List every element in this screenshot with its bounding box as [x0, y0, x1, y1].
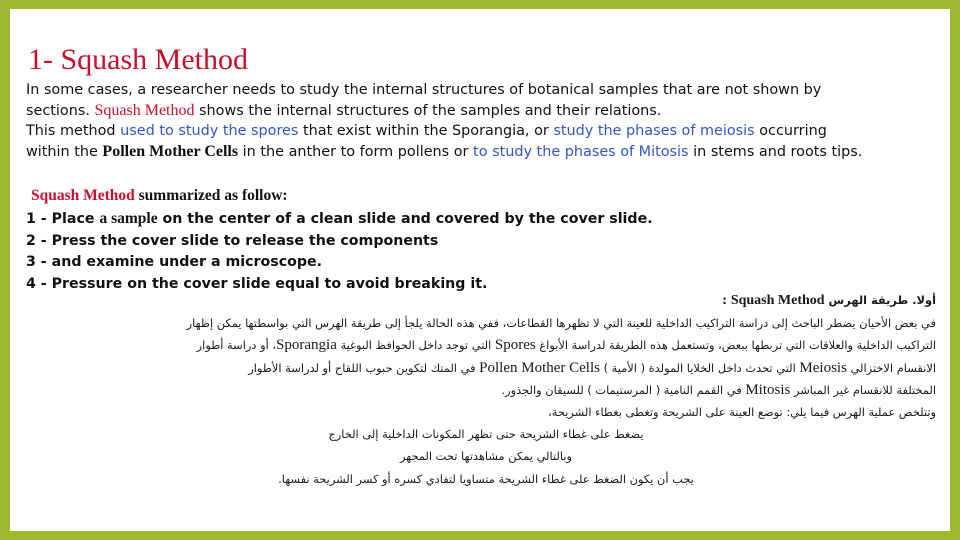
intro-text: sections.: [26, 102, 95, 119]
step-text: 1 - Place: [26, 210, 100, 227]
meiosis-phrase: study the phases of meiosis: [553, 123, 755, 140]
arabic-step-3: يجب أن يكون الضغط على غطاء الشريحة متساويا لتفادي كسره أو كسر الشريحة نفسها.: [278, 471, 694, 486]
arabic-line-4: [36, 379, 936, 401]
arabic-line-1: في بعض الأحيان يضطر الباحث إلى دراسة التراكيب الداخلية للعينة التي لا تظهرها القطاعات، ففي هذه الحالة يلجأ إلى طريقة الهرس التي بواسطتها يمكن إظهار: [186, 316, 936, 331]
squash-method-term: Squash Method: [94, 101, 195, 119]
arabic-text: المختلفة للانقسام غير المباشر: [790, 382, 936, 397]
intro-line-4: [26, 142, 942, 163]
arabic-step-2: وبالتالي يمكن مشاهدتها تحت المجهر: [399, 449, 573, 464]
step-2: 2 - Press the cover slide to release the components: [26, 232, 439, 249]
meiosis-term: Meiosis: [799, 359, 847, 376]
arabic-title-term: Squash Method: [730, 293, 825, 308]
arabic-title-text: أولا. طريقة الهرس: [824, 293, 936, 307]
mitosis-term: Mitosis: [745, 381, 791, 398]
arabic-text: التي تحدث داخل الخلايا المولدة ( الأمية ): [599, 360, 800, 375]
intro-text: in the anther to form pollens or: [238, 144, 474, 161]
intro-line-1: In some cases, a researcher needs to study the internal structures of botanical samples that are not shown by: [26, 82, 822, 98]
arabic-title-colon: :: [722, 293, 731, 307]
slide-title: 1- Squash Method: [28, 43, 248, 76]
intro-line-3: [26, 121, 942, 142]
arabic-text: التراكيب الداخلية والعلاقات التي تربطها ببعض، وتستعمل هذه الطريقة لدراسة الأبواغ: [535, 338, 936, 353]
sporangia-term: Sporangia: [276, 337, 337, 354]
intro-text: shows the internal structures of the samples and their relations.: [194, 102, 662, 119]
arabic-line-2: [36, 334, 936, 356]
intro-text: in stems and roots tips.: [688, 144, 863, 161]
step-text: a sample: [99, 209, 158, 227]
summary-heading-term: Squash Method: [30, 187, 135, 204]
step-1: [26, 208, 666, 231]
step-text: on the center of a clean slide and covered by the cover slide.: [157, 210, 653, 227]
summary-heading: [26, 185, 666, 208]
summary-steps: [26, 185, 666, 296]
intro-line-2: [26, 101, 942, 122]
summary-heading-text: summarized as follow:: [134, 187, 288, 204]
arabic-text: ، أو دراسة أطوار: [196, 338, 277, 353]
arabic-title: [36, 289, 936, 312]
step-4: 4 - Pressure on the cover slide equal to avoid breaking it.: [26, 276, 488, 293]
arabic-text: في المتك لتكوين حبوب اللقاح أو لدراسة الأطوار: [248, 360, 480, 375]
intro-text: within the: [26, 144, 103, 161]
arabic-summary-intro: وتتلخص عملية الهرس فيما يلي: توضع العينة على الشريحة وتغطى بغطاء الشريحة،: [548, 405, 936, 420]
pollen-mother-cells-term-ar: Pollen Mother Cells: [479, 359, 600, 376]
spores-phrase: used to study the spores: [120, 123, 299, 140]
intro-paragraph: [26, 80, 942, 163]
intro-text: that exist within the Sporangia, or: [298, 123, 554, 140]
spores-term: Spores: [494, 337, 536, 354]
arabic-text: في القمم النامية ( المرستيمات ) للسيقان والجذور.: [501, 382, 746, 397]
step-3: 3 - and examine under a microscope.: [26, 254, 323, 271]
arabic-line-3: [36, 357, 936, 379]
arabic-text: الانقسام الاختزالي: [846, 360, 936, 375]
pollen-mother-cells-term: Pollen Mother Cells: [102, 143, 239, 161]
arabic-step-1: يضغط على غطاء الشريحة حتى تظهر المكونات الداخلية إلى الخارج: [328, 427, 644, 442]
intro-text: This method: [26, 123, 121, 140]
intro-text: occurring: [754, 123, 827, 140]
arabic-text: التي توجد داخل الحوافظ البوغية: [336, 338, 495, 353]
mitosis-phrase: to study the phases of Mitosis: [473, 144, 689, 161]
slide: [10, 9, 950, 531]
arabic-translation: [36, 289, 936, 490]
